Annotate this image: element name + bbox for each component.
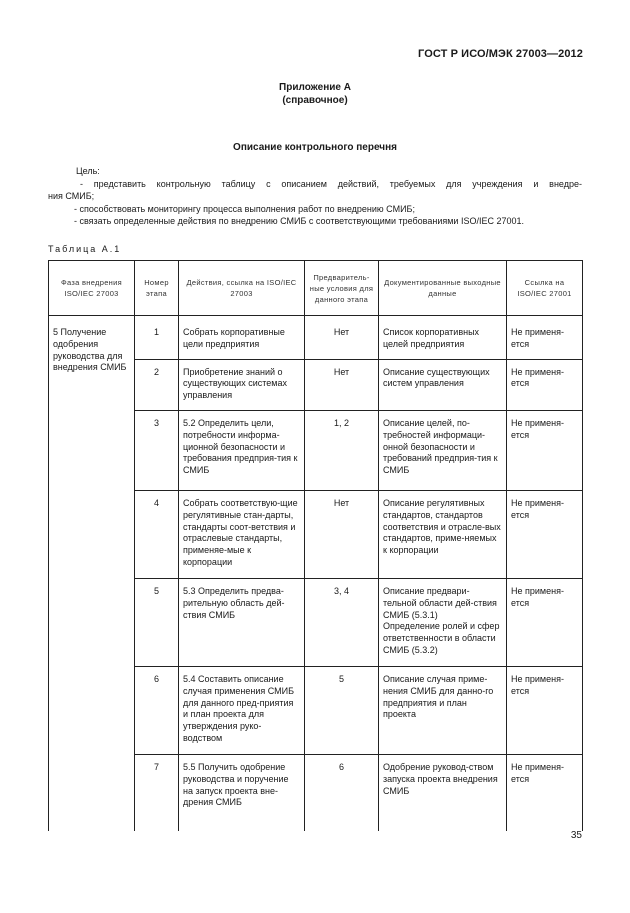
goal-bullet-3: - связать определенные действия по внедрению СМИБ с соответствующими требованиями ISO/IEC 27001. [74,216,524,226]
goal-label: Цель: [76,166,100,176]
standard-code: ГОСТ Р ИСО/МЭК 27003—2012 [418,48,583,60]
step-precondition: Нет [305,359,379,410]
step-action: 5.4 Составить описание случая применения СМИБ для данного пред-приятия и план проекта для утверждения руко-водством [179,666,305,754]
step-reference: Не применя-ется [507,490,583,578]
step-document [379,578,507,666]
header-number: Номер этапа [135,261,179,316]
step-reference: Не применя-ется [507,578,583,666]
header-reference: Ссылка на ISO/IEC 27001 [507,261,583,316]
step-document: Описание целей, по-требностей информаци-онной безопасности и требований предприя-тия к СМИБ [379,410,507,490]
step-action: 5.2 Определить цели, потребности информа-ционной безопасности и требования предприя-тия к СМИБ [179,410,305,490]
goal-bullet-1-continued: ния СМИБ; [48,191,95,201]
step-number: 1 [135,316,179,360]
step-number: 5 [135,578,179,666]
header-action: Действия, ссылка на ISO/IEC 27003 [179,261,305,316]
step-precondition: 6 [305,754,379,831]
step-number: 7 [135,754,179,831]
section-heading: Описание контрольного перечня [233,142,397,153]
step-reference: Не применя-ется [507,359,583,410]
step-number: 6 [135,666,179,754]
annex-title: Приложение А [279,82,351,93]
step-document: Список корпоративных целей предприятия [379,316,507,360]
header-preconditions: Предваритель-ные условия для данного этапа [305,261,379,316]
document-line: Определение ролей и сфер ответственности в области СМИБ (5.3.2) [383,621,500,655]
step-document: Описание случая приме-нения СМИБ для данно-го предприятия и план проекта [379,666,507,754]
annex-subtitle: (справочное) [282,95,348,106]
table-label: Таблица А.1 [48,244,122,254]
intro-text [48,165,582,228]
step-reference: Не применя-ется [507,316,583,360]
phase-text: 5 Получение одобрения руководства для внедрения СМИБ [53,327,127,373]
step-precondition: 3, 4 [305,578,379,666]
step-action: 5.5 Получить одобрение руководства и поручение на запуск проекта вне-дрения СМИБ [179,754,305,831]
table-header-row [49,261,583,316]
step-action: Собрать корпоративные цели предприятия [179,316,305,360]
step-precondition: Нет [305,490,379,578]
header-phase: Фаза внедрения ISO/IEC 27003 [49,261,135,316]
header-documents: Документированные выходные данные [379,261,507,316]
page-number: 35 [570,830,582,841]
table-row [49,316,583,360]
step-action: Приобретение знаний о существующих системах управления [179,359,305,410]
step-precondition: 5 [305,666,379,754]
step-precondition: 1, 2 [305,410,379,490]
step-action: Собрать соответствую-щие регулятивные стан-дарты, стандарты соот-ветствия и отраслевые стандарты, применяе-мые к корпорации [179,490,305,578]
step-number: 3 [135,410,179,490]
goal-bullet-1: - представить контрольную таблицу с описанием действий, требуемых для учреждения и внедре- [80,178,582,189]
step-reference: Не применя-ется [507,410,583,490]
goal-bullet-2: - способствовать мониторингу процесса выполнения работ по внедрению СМИБ; [74,203,415,214]
step-reference: Не применя-ется [507,666,583,754]
step-number: 2 [135,359,179,410]
step-number: 4 [135,490,179,578]
phase-cell [49,316,135,832]
step-document: Описание регулятивных стандартов, стандартов соответствия и отрасле-вых стандартов, приме-няемых к корпорации [379,490,507,578]
step-precondition: Нет [305,316,379,360]
step-document: Одобрение руковод-ством запуска проекта внедрения СМИБ [379,754,507,831]
step-reference: Не применя-ется [507,754,583,831]
step-document: Описание существующих систем управления [379,359,507,410]
step-action: 5.3 Определить предва-рительную область дей-ствия СМИБ [179,578,305,666]
document-line: Описание предвари-тельной области дей-ствия СМИБ (5.3.1) [383,585,497,620]
checklist-table [48,260,583,831]
